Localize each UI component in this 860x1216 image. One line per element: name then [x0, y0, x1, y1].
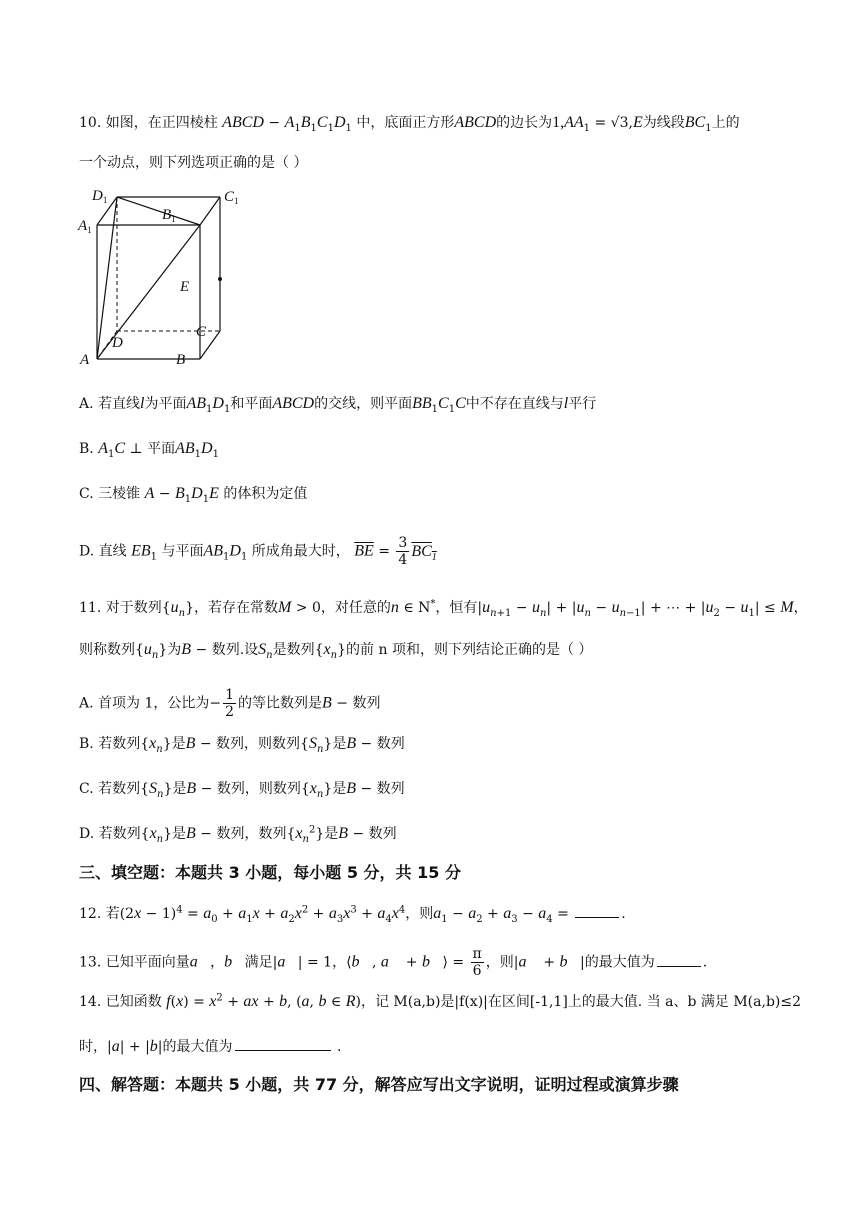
- q10-option-b: B. $A_1C$ ⊥ 平面$AB_1D_1$: [79, 440, 219, 460]
- q10-stem-line2: 一个动点，则下列选项正确的是（ ）: [79, 155, 308, 171]
- label-c: C: [196, 324, 207, 340]
- label-a: A: [80, 352, 90, 368]
- q11-stem-line1: 11. 对于数列$\{u_n\}$，若存在常数M > 0，对任意的n ∈ N*，恒有$|u_{n+1} - u_n| + |u_n - u_{n-1}|$ + ⋯ + $|u_2 - u_1| \le M$，: [79, 598, 808, 619]
- answer-blank-q13[interactable]: [657, 952, 701, 967]
- label-d1: $D_1$: [92, 188, 108, 205]
- answer-blank-q12[interactable]: [575, 903, 619, 918]
- label-b: B: [176, 352, 186, 368]
- q10-option-c: C. 三棱锥 $A - B_1D_1E$ 的体积为定值: [79, 485, 308, 505]
- q13: 13. 已知平面向量a⃗，b⃗满足|a⃗| = 1，⟨b⃗, a⃗ + b⃗⟩ = $\frac{\pi}{6}$ ，则|a⃗ + b⃗|的最大值为 .: [79, 946, 708, 979]
- q11-stem-line2: 则称数列$\{u_n\}$为B − 数列.设$S_n$是数列$\{x_n\}$的前 n 项和，则下列结论正确的是（ ）: [79, 641, 593, 661]
- label-e: E: [180, 279, 190, 295]
- diag-d1b1: [117, 197, 200, 225]
- point-e: [218, 277, 222, 281]
- section3-heading: 三、填空题：本题共 3 小题，每小题 5 分，共 15 分: [79, 863, 461, 882]
- q10-stem-text: 10. 如图，在正四棱柱: [79, 115, 218, 131]
- q14-line1: 14. 已知函数 $f(x) = x^2$ + ax + b, (a, b ∈ R)，记 M(a,b)是|f(x)|在区间[-1,1]上的最大值. 当 a、b 满足 M(a,b)≤2: [79, 992, 802, 1010]
- q14-line2: 时，|a| + |b|的最大值为 .: [79, 1038, 342, 1055]
- q11-option-b: B. 若数列$\{x_n\}$是B − 数列，则数列$\{S_n\}$是B − 数列: [79, 735, 405, 755]
- q11-option-a: A. 首项为 1，公比为− $\frac{1}{2}$ 的等比数列是B − 数列: [79, 687, 381, 720]
- q10-option-a: A. 若直线l为平面$AB_1D_1$和平面ABCD的交线，则平面$BB_1C_1C$中不存在直线与l平行: [79, 395, 597, 415]
- edge-c1b1: [200, 197, 220, 225]
- q12: 12. 若$(2x - 1)^4 = a_0 + a_1x + a_2x^2 + a_3x^3 + a_4x^4$，则$a_1 - a_2 + a_3 - a_4$ = .: [79, 904, 626, 925]
- label-d: D: [112, 335, 123, 351]
- label-b1: $B_1$: [162, 207, 176, 224]
- q10-option-d: D. 直线 $EB_1$ 与平面$AB_1D_1$ 所成角最大时， $\overline{BE}$ = $\frac{3}{4}$ $BC_1$: [79, 535, 437, 568]
- answer-blank-q14[interactable]: [235, 1036, 331, 1051]
- q11-option-d: D. 若数列$\{x_n\}$是B − 数列，数列$\{x_n^2\}$是B − 数列: [79, 824, 397, 845]
- section4-heading: 四、解答题：本题共 5 小题，共 77 分，解答应写出文字说明，证明过程或演算步骤: [79, 1075, 679, 1094]
- prism-figure: [76, 183, 239, 368]
- q11-option-c: C. 若数列$\{S_n\}$是B − 数列，则数列$\{x_n\}$是B − 数列: [79, 780, 405, 800]
- label-c1: $C_1$: [224, 189, 239, 206]
- q10-stem-line1: 10. 如图，在正四棱柱 ABCD − $A_1B_1C_1D_1$ 中，底面正方形ABCD的边长为$1,AA_1 = √3,E$为线段$BC_1$上的: [79, 114, 740, 134]
- label-a1: $A_1$: [78, 218, 92, 235]
